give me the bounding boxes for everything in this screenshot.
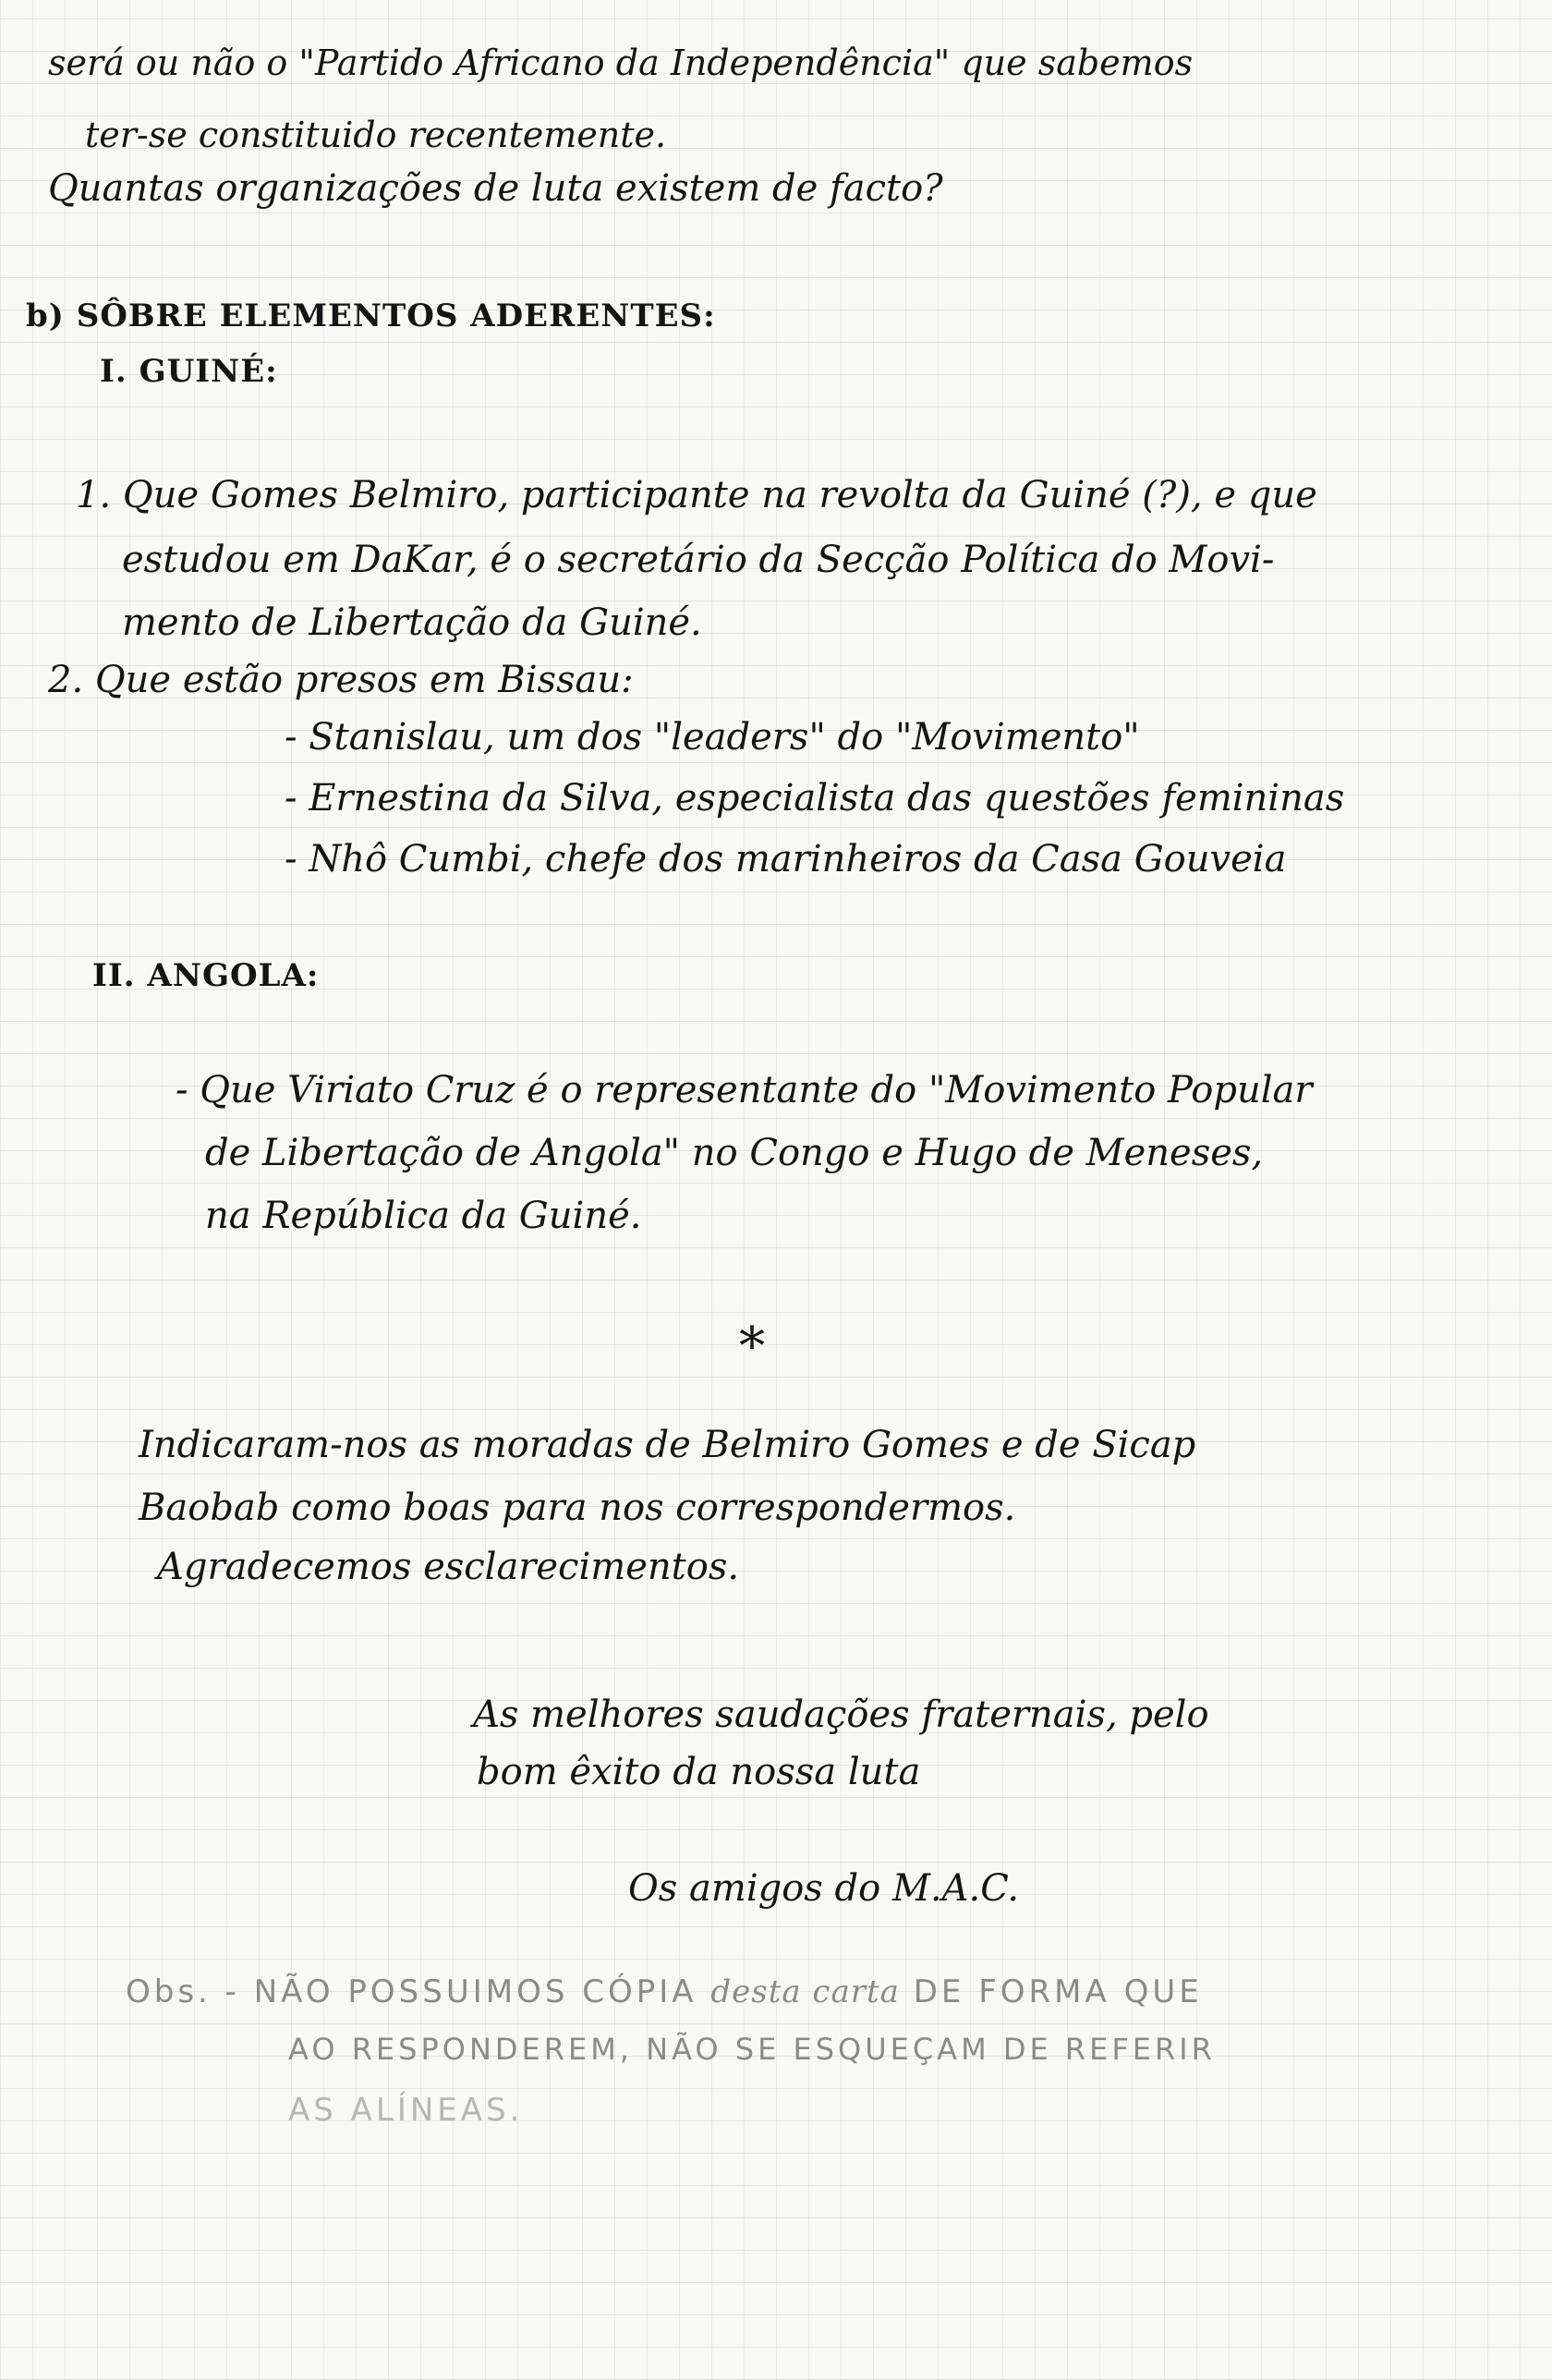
prisoner-1: - Stanislau, um dos "leaders" do "Movimento" [285, 716, 1140, 759]
closing-line-3: Agradecemos esclarecimentos. [157, 1546, 740, 1588]
guine-item-1-line-1: 1. Que Gomes Belmiro, participante na revolta da Guiné (?), e que [76, 474, 1317, 516]
note-text-part-3: DE FORMA QUE [913, 1973, 1203, 2010]
prisoner-3: - Nhô Cumbi, chefe dos marinheiros da Casa Gouveia [285, 838, 1287, 880]
prisoner-2: - Ernestina da Silva, especialista das questões femininas [285, 777, 1345, 820]
angola-line-1: - Que Viriato Cruz é o representante do "Movimento Popular [176, 1069, 1313, 1111]
angola-heading: II. ANGOLA: [92, 957, 320, 994]
guine-heading: I. GUINÉ: [100, 353, 278, 390]
closing-line-2: Baobab como boas para nos correspondermos. [139, 1487, 1016, 1529]
intro-line-1: será ou não o "Partido Africano da Independência" que sabemos [48, 42, 1194, 83]
guine-item-1-line-3: mento de Libertação da Guiné. [122, 601, 702, 644]
note-line-3: AS ALÍNEAS. [288, 2092, 524, 2129]
angola-line-3: na República da Guiné. [205, 1195, 642, 1237]
section-separator-star: * [739, 1317, 765, 1377]
note-text-part-1: Obs. - NÃO POSSUIMOS CÓPIA [126, 1973, 697, 2010]
note-text-part-2: desta carta [710, 1973, 900, 2010]
section-b-heading: b) SÔBRE ELEMENTOS ADERENTES: [26, 298, 716, 334]
note-line-1 [126, 1972, 1203, 2012]
note-line-2: AO RESPONDEREM, NÃO SE ESQUEÇAM DE REFERIR [288, 2032, 1216, 2067]
intro-line-3: Quantas organizações de luta existem de facto? [48, 167, 943, 210]
angola-line-2: de Libertação de Angola" no Congo e Hugo de Meneses, [205, 1132, 1264, 1174]
signature: Os amigos do M.A.C. [628, 1867, 1020, 1910]
intro-line-2: ter-se constituido recentemente. [85, 115, 667, 155]
greeting-line-2: bom êxito da nossa luta [477, 1751, 921, 1793]
closing-line-1: Indicaram-nos as moradas de Belmiro Gomes e de Sicap [139, 1424, 1196, 1466]
guine-item-2-line-1: 2. Que estão presos em Bissau: [48, 659, 634, 701]
guine-item-1-line-2: estudou em DaKar, é o secretário da Secção Política do Movi- [122, 539, 1275, 581]
greeting-line-1: As melhores saudações fraternais, pelo [473, 1694, 1209, 1736]
